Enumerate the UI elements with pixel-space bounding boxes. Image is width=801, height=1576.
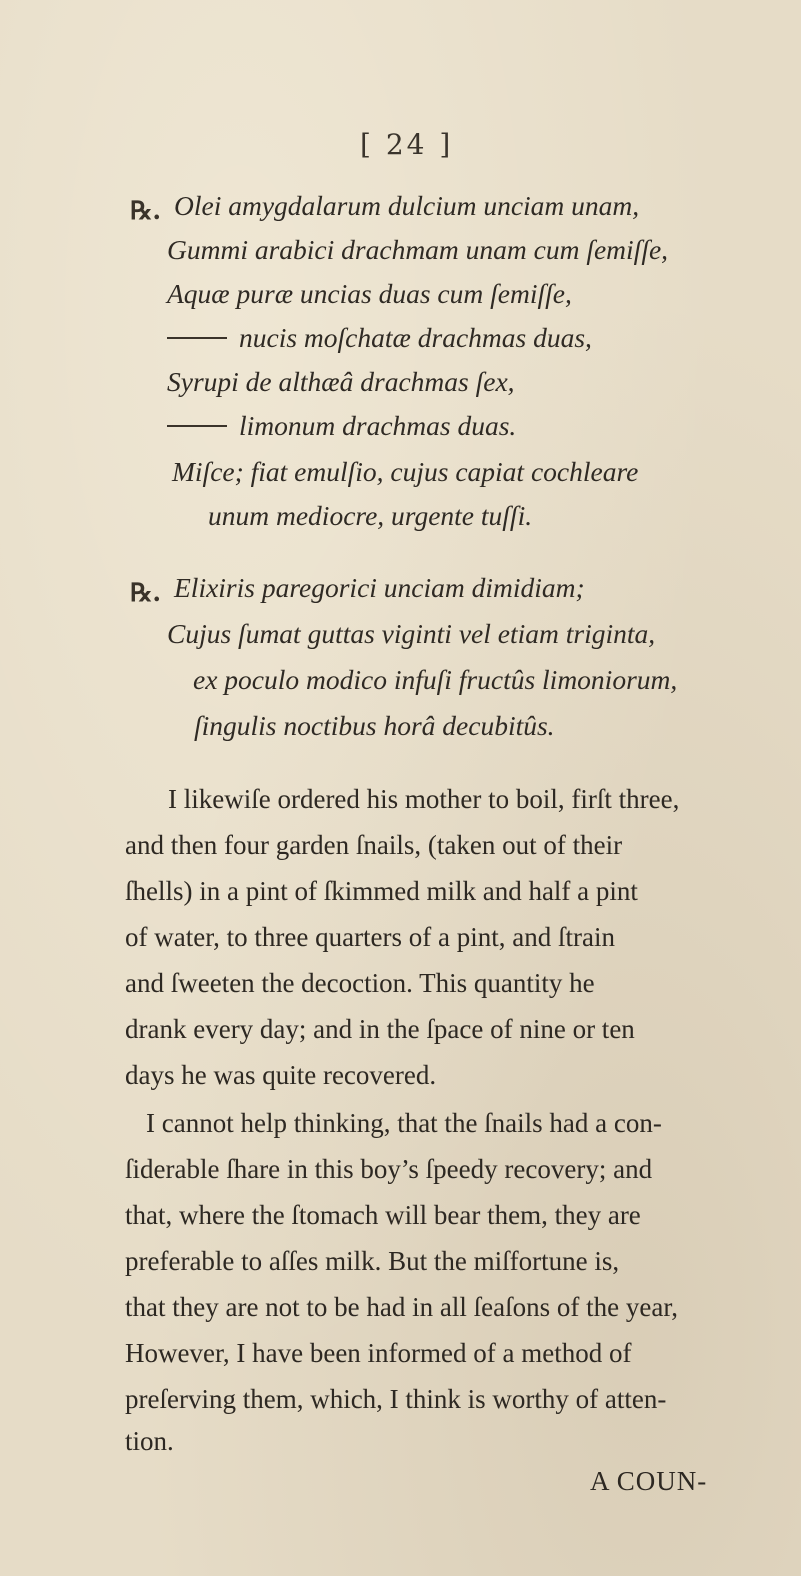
text-line: preſerving them, which, I think is worthy of atten-	[125, 1384, 667, 1414]
text-line: that they are not to be had in all ſeaſons of the year,	[125, 1292, 678, 1322]
recipe-line: Cujus ſumat guttas viginti vel etiam triginta,	[167, 618, 656, 649]
text-line: of water, to three quarters of a pint, and ſtrain	[125, 922, 615, 952]
recipe-line: Miſce; fiat emulſio, cujus capiat cochleare	[172, 456, 639, 487]
text-line: and then four garden ſnails, (taken out of their	[125, 830, 623, 860]
text-line: However, I have been informed of a method of	[125, 1338, 632, 1368]
recipe-line: Elixiris paregorici unciam dimidiam;	[174, 572, 585, 603]
text-line: I likewiſe ordered his mother to boil, firſt three,	[168, 784, 680, 814]
text-line: tion.	[125, 1426, 174, 1456]
ditto-dash	[167, 337, 227, 339]
recipe-line: Aquæ puræ uncias duas cum ſemiſſe,	[167, 278, 572, 309]
recipe-line: ex poculo modico infuſi fructûs limoniorum,	[193, 664, 678, 695]
recipe-line: Syrupi de althæâ drachmas ſex,	[167, 366, 515, 397]
text-line: ſhells) in a pint of ſkimmed milk and half a pint	[125, 876, 638, 906]
recipe-line: Olei amygdalarum dulcium unciam unam,	[174, 190, 640, 221]
recipe-line: unum mediocre, urgente tuſſi.	[208, 500, 533, 531]
recipe-line: ſingulis noctibus horâ decubitûs.	[194, 710, 555, 741]
text-line: and ſweeten the decoction. This quantity he	[125, 968, 595, 998]
text-line: I cannot help thinking, that the ſnails had a con-	[146, 1108, 662, 1138]
catchword: A COUN-	[590, 1466, 708, 1496]
text-line: preferable to aſſes milk. But the miſfortune is,	[125, 1246, 620, 1276]
recipe-line: nucis moſchatæ drachmas duas,	[167, 322, 592, 354]
recipe-symbol: ℞.	[130, 196, 162, 225]
recipe-symbol: ℞.	[130, 578, 162, 607]
page-number: [ 24 ]	[360, 128, 454, 161]
ditto-dash	[167, 425, 227, 427]
text-line: drank every day; and in the ſpace of nine or ten	[125, 1014, 635, 1044]
text-line: days he was quite recovered.	[125, 1060, 437, 1090]
text-line: that, where the ſtomach will bear them, they are	[125, 1200, 641, 1230]
recipe-line: Gummi arabici drachmam unam cum ſemiſſe,	[167, 234, 669, 265]
text-line: ſiderable ſhare in this boy’s ſpeedy recovery; and	[125, 1154, 653, 1184]
recipe-line: limonum drachmas duas.	[167, 410, 516, 442]
